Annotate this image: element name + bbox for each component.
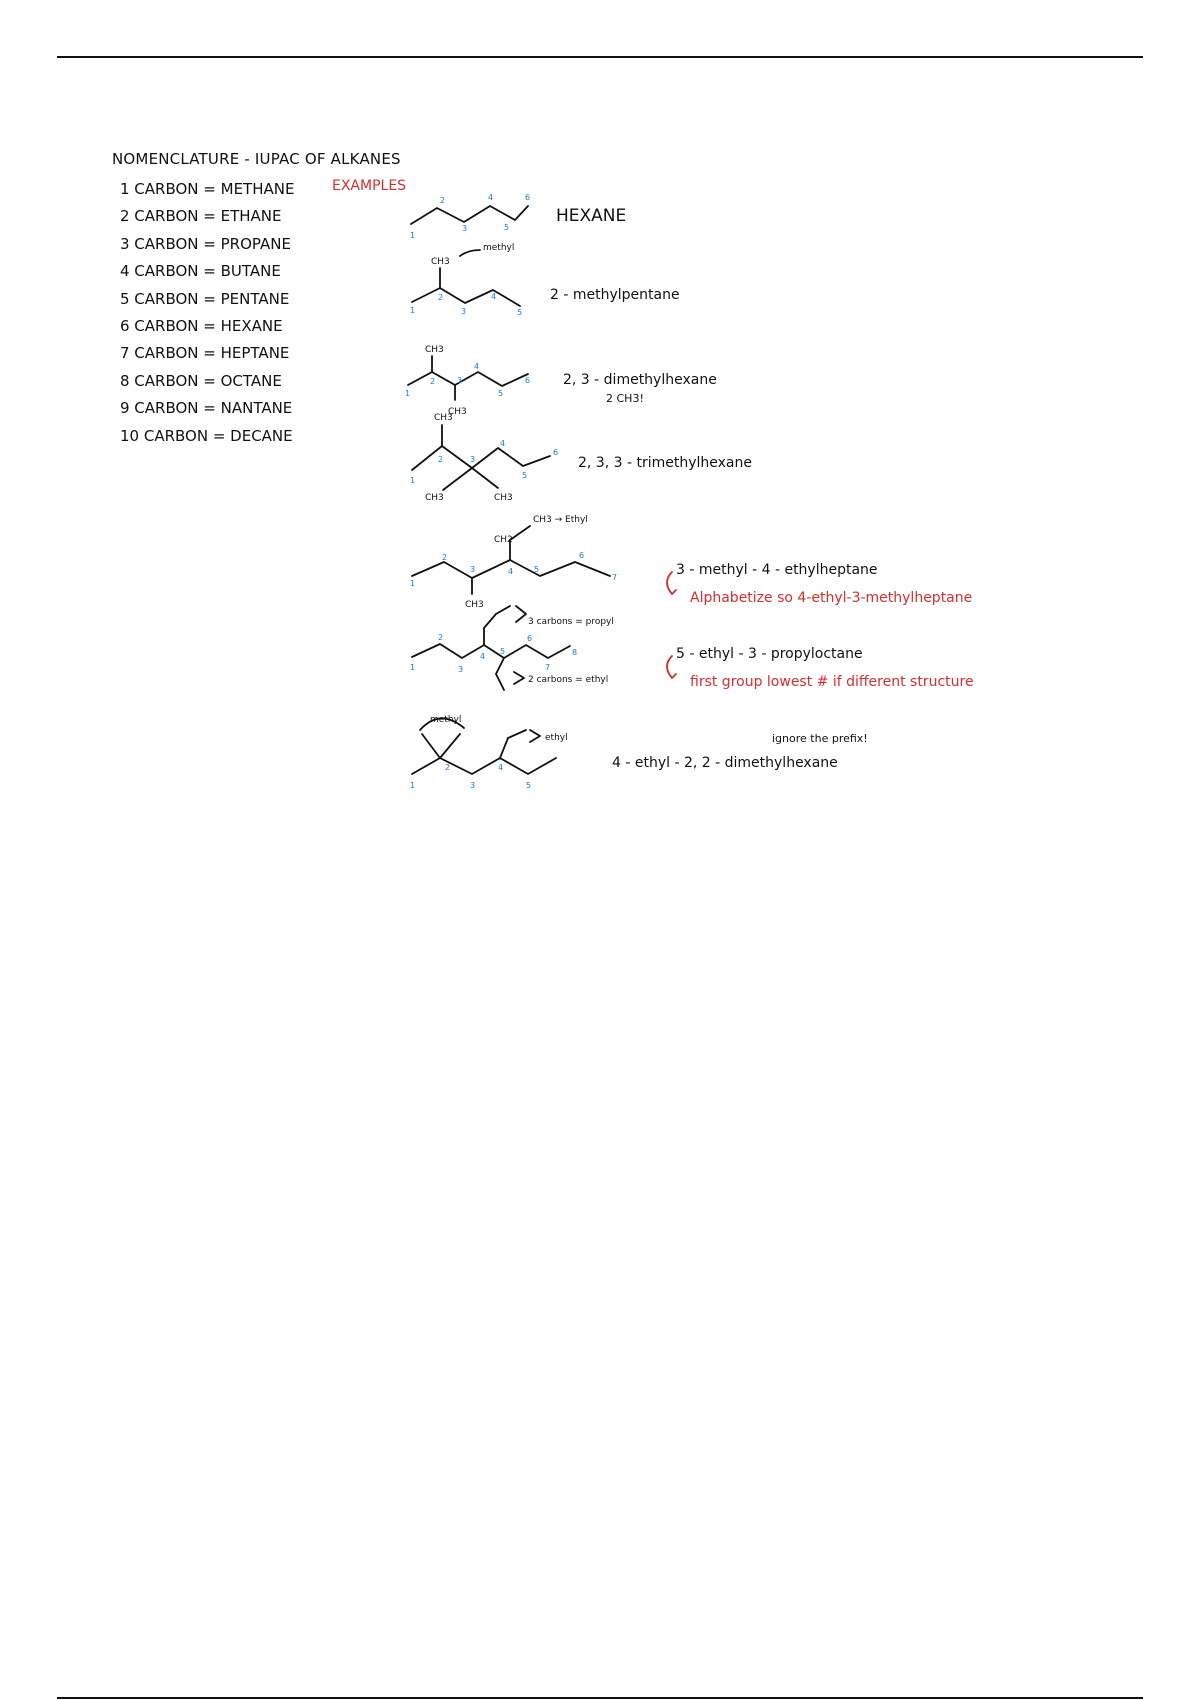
list-item: 1 CARBON = METHANE — [120, 180, 295, 198]
svg-text:6: 6 — [579, 551, 585, 560]
example-name-trimethylhexane: 2, 3, 3 - trimethylhexane — [578, 455, 752, 471]
svg-text:4: 4 — [488, 193, 494, 202]
svg-text:1: 1 — [410, 781, 416, 790]
svg-text:1: 1 — [405, 389, 411, 398]
alphabetize-correction: Alphabetize so 4-ethyl-3-methylheptane — [690, 590, 973, 606]
svg-text:methyl: methyl — [430, 715, 462, 725]
list-item: 5 CARBON = PENTANE — [120, 289, 290, 308]
svg-text:5: 5 — [522, 471, 528, 480]
hexane-structure — [410, 193, 530, 240]
svg-text:5: 5 — [534, 565, 540, 574]
svg-text:1: 1 — [410, 476, 416, 485]
example-name-methylethylheptane: 3 - methyl - 4 - ethylheptane — [676, 562, 878, 578]
list-item: 10 CARBON = DECANE — [120, 426, 293, 445]
methylethylheptane-structure — [410, 515, 617, 610]
svg-text:4: 4 — [491, 292, 497, 301]
dimethyl-note: 2 CH3! — [606, 392, 644, 405]
example-name-methylpentane: 2 - methylpentane — [550, 287, 680, 303]
svg-text:2: 2 — [430, 377, 436, 386]
svg-text:5: 5 — [504, 223, 510, 232]
correction-arrow — [667, 572, 676, 594]
svg-text:CH3: CH3 — [425, 493, 444, 503]
example-name-ethyldimethylhexane: 4 - ethyl - 2, 2 - dimethylhexane — [612, 755, 838, 771]
svg-text:3: 3 — [461, 307, 467, 316]
svg-text:2: 2 — [438, 633, 444, 642]
example-name-hexane: HEXANE — [556, 206, 627, 226]
svg-text:4: 4 — [498, 763, 504, 772]
list-item: 6 CARBON = HEXANE — [120, 316, 283, 335]
svg-text:6: 6 — [525, 376, 531, 385]
svg-text:7: 7 — [612, 573, 618, 582]
svg-text:3: 3 — [470, 455, 476, 464]
svg-text:CH3 → Ethyl: CH3 → Ethyl — [533, 515, 588, 525]
list-item: 8 CARBON = OCTANE — [120, 371, 282, 390]
svg-text:CH2: CH2 — [494, 535, 513, 545]
svg-text:2: 2 — [438, 293, 444, 302]
svg-text:1: 1 — [410, 306, 416, 315]
svg-text:2: 2 — [445, 763, 451, 772]
svg-text:CH3: CH3 — [425, 345, 444, 355]
list-item: 4 CARBON = BUTANE — [120, 262, 281, 281]
svg-text:4: 4 — [508, 567, 514, 576]
trimethylhexane-structure — [410, 413, 558, 503]
methylpentane-structure — [410, 243, 522, 317]
svg-text:1: 1 — [410, 663, 416, 672]
svg-text:3: 3 — [457, 376, 463, 385]
ignore-prefix-note: ignore the prefix! — [772, 732, 868, 745]
svg-text:7: 7 — [545, 663, 551, 672]
svg-text:3: 3 — [462, 224, 468, 233]
list-item: 3 CARBON = PROPANE — [120, 234, 291, 253]
svg-text:4: 4 — [500, 439, 506, 448]
svg-text:2: 2 — [438, 455, 444, 464]
correction-arrow — [667, 656, 676, 678]
svg-text:6: 6 — [527, 634, 533, 643]
example-name-dimethylhexane: 2, 3 - dimethylhexane — [563, 372, 717, 388]
lowest-number-correction: first group lowest # if different structure — [690, 674, 974, 690]
svg-text:3: 3 — [470, 565, 476, 574]
svg-text:8: 8 — [572, 648, 578, 657]
svg-text:CH3: CH3 — [448, 407, 467, 417]
list-item: 7 CARBON = HEPTANE — [120, 344, 290, 363]
example-name-ethylpropyloctane: 5 - ethyl - 3 - propyloctane — [676, 646, 863, 662]
svg-text:CH3: CH3 — [465, 600, 484, 610]
svg-text:1: 1 — [410, 579, 416, 588]
svg-text:4: 4 — [480, 652, 486, 661]
methyl-note: methyl — [483, 243, 515, 253]
svg-text:5: 5 — [526, 781, 532, 790]
svg-text:2: 2 — [440, 196, 446, 205]
svg-text:1: 1 — [410, 231, 416, 240]
list-item: 9 CARBON = NANTANE — [120, 399, 293, 418]
svg-text:2 carbons = ethyl: 2 carbons = ethyl — [528, 675, 609, 685]
examples-label: EXAMPLES — [332, 178, 407, 194]
svg-text:2: 2 — [442, 553, 448, 562]
svg-text:3: 3 — [470, 781, 476, 790]
dimethylhexane-structure — [405, 345, 530, 417]
svg-text:5: 5 — [500, 647, 506, 656]
ethyldimethylhexane-structure — [410, 715, 568, 790]
svg-text:3 carbons = propyl: 3 carbons = propyl — [528, 617, 614, 627]
svg-text:6: 6 — [525, 193, 531, 202]
svg-text:3: 3 — [458, 665, 464, 674]
svg-text:ethyl: ethyl — [545, 733, 568, 743]
ch3-label: CH3 — [431, 257, 450, 267]
skeletal-structures — [0, 0, 1200, 820]
ethylpropyloctane-structure — [410, 606, 614, 690]
svg-text:5: 5 — [498, 389, 504, 398]
page-title: NOMENCLATURE - IUPAC OF ALKANES — [112, 150, 401, 168]
svg-text:5: 5 — [517, 308, 523, 317]
svg-text:CH3: CH3 — [434, 413, 453, 423]
svg-text:4: 4 — [474, 362, 480, 371]
svg-text:CH3: CH3 — [494, 493, 513, 503]
svg-text:6: 6 — [553, 448, 559, 457]
list-item: 2 CARBON = ETHANE — [120, 207, 282, 226]
